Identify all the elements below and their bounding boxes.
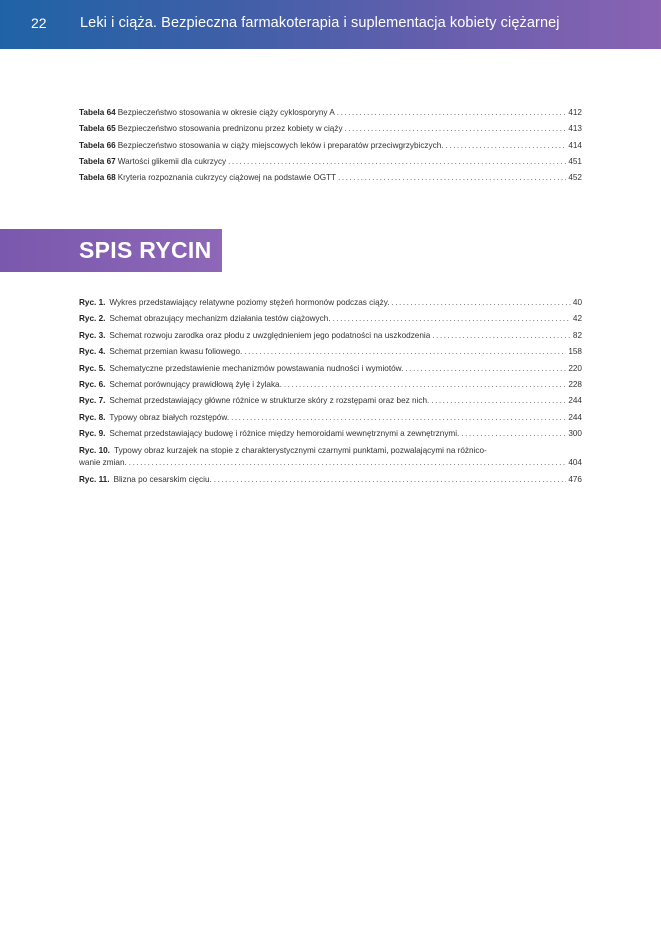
list-item[interactable]: [79, 364, 582, 380]
list-item[interactable]: [79, 298, 582, 314]
list-item[interactable]: [79, 380, 582, 396]
entry-text: Wykres przedstawiający relatywne poziomy stężeń hormonów podczas ciąży.: [109, 298, 390, 307]
entry-label: Ryc. 8.: [79, 412, 106, 422]
entry-text: Typowy obraz kurzajek na stopie z charakterystycznymi czarnymi punktami, pozwalającymi na różnico-: [114, 445, 487, 455]
leader-dots: [432, 331, 571, 340]
entry-label: Tabela 66: [79, 140, 116, 150]
list-item[interactable]: [79, 157, 582, 173]
entry-label: Ryc. 11.: [79, 474, 110, 484]
entry-label: Ryc. 10.: [79, 445, 110, 455]
entry-text: Schemat porównujący prawidłową żyłę i żylaka.: [109, 379, 282, 389]
entry-text: Wartości glikemii dla cukrzycy: [117, 156, 227, 166]
entry-text: Schemat przedstawiający budowę i różnice między hemoroidami wewnętrznymi a zewnętrznymi.: [109, 429, 460, 439]
entry-page: 244: [568, 412, 582, 422]
leader-dots: [461, 429, 566, 438]
list-item[interactable]: [79, 446, 582, 475]
leader-dots: [431, 396, 566, 405]
leader-dots: [333, 314, 571, 323]
entry-text: Schemat przedstawiający główne różnice w strukturze skóry z rozstępami oraz bez nich.: [109, 396, 430, 406]
entry-label: Ryc. 7.: [79, 396, 106, 406]
leader-dots: [446, 141, 567, 150]
entry-page: 452: [568, 173, 582, 183]
leader-dots: [337, 108, 567, 117]
entry-page: 228: [568, 379, 582, 389]
entry-label: Ryc. 4.: [79, 347, 106, 357]
entry-label: Tabela 65: [79, 124, 116, 134]
entry-page: 82: [572, 330, 582, 340]
entry-page: 476: [568, 474, 582, 484]
entry-label: Ryc. 5.: [79, 363, 106, 373]
entry-text: Kryteria rozpoznania cukrzycy ciążowej na podstawie OGTT: [117, 173, 337, 183]
entry-label: Ryc. 6.: [79, 379, 106, 389]
entry-page: 158: [568, 347, 582, 357]
entry-page: 451: [568, 156, 582, 166]
entry-text: Typowy obraz białych rozstępów.: [109, 412, 230, 422]
tables-list: [79, 108, 582, 189]
list-item[interactable]: [79, 108, 582, 124]
entry-label: Ryc. 2.: [79, 314, 106, 324]
list-item[interactable]: [79, 331, 582, 347]
section-title: SPIS RYCIN: [79, 237, 212, 263]
page-number: 22: [31, 15, 47, 31]
entry-text: Bezpieczeństwo stosowania w ciąży miejscowych leków i preparatów przeciwgrzybiczych.: [117, 140, 444, 150]
entry-label: Tabela 67: [79, 156, 116, 166]
entry-text: Bezpieczeństwo stosowania prednizonu przez kobiety w ciąży: [117, 124, 343, 134]
entry-page: 404: [568, 457, 582, 467]
list-item[interactable]: [79, 429, 582, 445]
entry-text: Blizna po cesarskim cięciu.: [113, 474, 212, 484]
entry-page: 220: [568, 363, 582, 373]
entry-page: 300: [568, 429, 582, 439]
entry-label: Ryc. 3.: [79, 330, 106, 340]
leader-dots: [338, 173, 566, 182]
entry-label: Tabela 68: [79, 173, 116, 183]
entry-text-continued: wanie zmian.: [79, 457, 127, 467]
entry-page: 412: [568, 108, 582, 117]
entry-text: Schemat rozwoju zarodka oraz płodu z uwzględnieniem jego podatności na uszkodzenia: [109, 330, 431, 340]
leader-dots: [129, 458, 567, 467]
book-title: Leki i ciąża. Bezpieczna farmakoterapia i suplementacja kobiety ciężarnej: [80, 15, 560, 31]
list-item[interactable]: [79, 413, 582, 429]
leader-dots: [392, 298, 571, 307]
leader-dots: [214, 475, 567, 484]
leader-dots: [284, 380, 566, 389]
leader-dots: [231, 413, 566, 422]
entry-page: 42: [572, 314, 582, 324]
entry-page: 414: [568, 140, 582, 150]
entry-page: 413: [568, 124, 582, 134]
leader-dots: [405, 364, 566, 373]
entry-page: 40: [572, 298, 582, 307]
leader-dots: [228, 157, 566, 166]
leader-dots: [244, 347, 566, 356]
entry-label: Tabela 64: [79, 108, 116, 117]
list-item[interactable]: [79, 141, 582, 157]
entry-label: Ryc. 9.: [79, 429, 106, 439]
page-header: [0, 0, 661, 49]
entry-text: Schemat przemian kwasu foliowego.: [109, 347, 243, 357]
list-item[interactable]: [79, 173, 582, 189]
entry-text: Bezpieczeństwo stosowania w okresie ciąży cyklosporyny A: [117, 108, 335, 117]
list-item[interactable]: [79, 314, 582, 330]
figures-list: [79, 298, 582, 491]
list-item[interactable]: [79, 347, 582, 363]
list-item[interactable]: [79, 124, 582, 140]
list-item[interactable]: [79, 396, 582, 412]
entry-text: Schemat obrazujący mechanizm działania testów ciążowych.: [109, 314, 331, 324]
entry-label: Ryc. 1.: [79, 298, 106, 307]
list-item[interactable]: [79, 475, 582, 491]
entry-text: Schematyczne przedstawienie mechanizmów powstawania nudności i wymiotów.: [109, 363, 404, 373]
leader-dots: [345, 124, 567, 133]
entry-page: 244: [568, 396, 582, 406]
